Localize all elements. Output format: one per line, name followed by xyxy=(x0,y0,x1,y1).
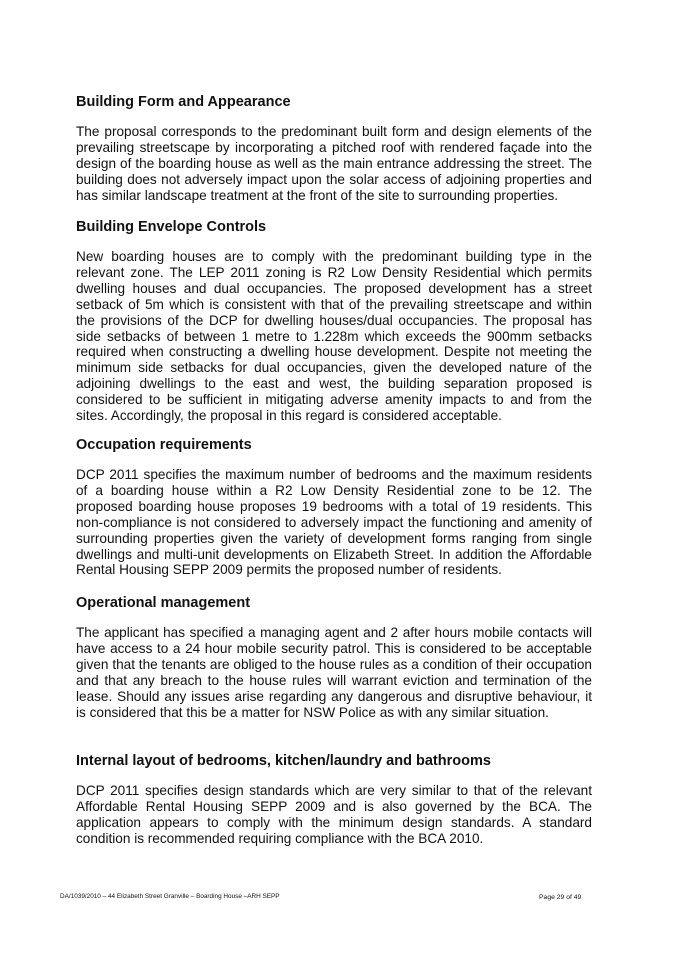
section-operational-management xyxy=(76,594,592,720)
section-heading: Occupation requirements xyxy=(76,437,252,453)
section-occupation-requirements xyxy=(76,436,592,578)
section-heading: Building Form and Appearance xyxy=(76,94,291,110)
footer-reference: DA/1039/2010 – 44 Elizabeth Street Granville – Boarding House –ARH SEPP xyxy=(60,893,280,900)
section-heading: Building Envelope Controls xyxy=(76,219,267,235)
section-heading: Operational management xyxy=(76,595,251,611)
section-body: The proposal corresponds to the predominant built form and design elements of the prevailing streetscape by incorporating a pitched roof with rendered façade into the design of the boarding house as well as the main entrance addressing the street. The building does not adversely impact upon the solar access of adjoining properties and has similar landscape treatment at the front of the site to surrounding properties. xyxy=(76,124,592,203)
section-internal-layout xyxy=(76,752,592,847)
section-body: The applicant has specified a managing agent and 2 after hours mobile contacts will have access to a 24 hour mobile security patrol. This is considered to be acceptable given that the tenants are obliged to the house rules as a condition of their occupation and that any breach to the house rules will warrant eviction and termination of the lease. Should any issues arise regarding any dangerous and disruptive behaviour, it is considered that this be a matter for NSW Police as with any similar situation. xyxy=(76,625,592,720)
section-building-form xyxy=(76,93,592,204)
section-body: DCP 2011 specifies the maximum number of bedrooms and the maximum residents of a boarding house within a R2 Low Density Residential zone to be 12. The proposed boarding house proposes 19 bedrooms with a total of 19 residents. This non-compliance is not considered to adversely impact the functioning and amenity of surrounding properties given the variety of development forms ranging from single dwellings and multi-unit developments on Elizabeth Street. In addition the Affordable Rental Housing SEPP 2009 permits the proposed number of residents. xyxy=(76,467,592,578)
section-body: DCP 2011 specifies design standards which are very similar to that of the relevant Affordable Rental Housing SEPP 2009 and is also governed by the BCA. The application appears to comply with the minimum design standards. A standard condition is recommended requiring compliance with the BCA 2010. xyxy=(76,783,592,846)
section-heading: Internal layout of bedrooms, kitchen/laundry and bathrooms xyxy=(76,753,491,769)
footer-page-number: Page 29 of 49 xyxy=(539,894,582,901)
section-building-envelope xyxy=(76,218,592,424)
section-body: New boarding houses are to comply with the predominant building type in the relevant zone. The LEP 2011 zoning is R2 Low Density Residential which permits dwelling houses and dual occupancies. The proposed development has a street setback of 5m which is consistent with that of the prevailing streetscape and within the provisions of the DCP for dwelling houses/dual occupancies. The proposal has side setbacks of between 1 metre to 1.228m which exceeds the 900mm setbacks required when constructing a dwelling house development. Despite not meeting the minimum side setbacks for dual occupancies, given the developed nature of the adjoining dwellings to the east and west, the building separation proposed is considered to be sufficient in mitigating adverse amenity impacts to and from the sites. Accordingly, the proposal in this regard is considered acceptable. xyxy=(76,249,592,424)
